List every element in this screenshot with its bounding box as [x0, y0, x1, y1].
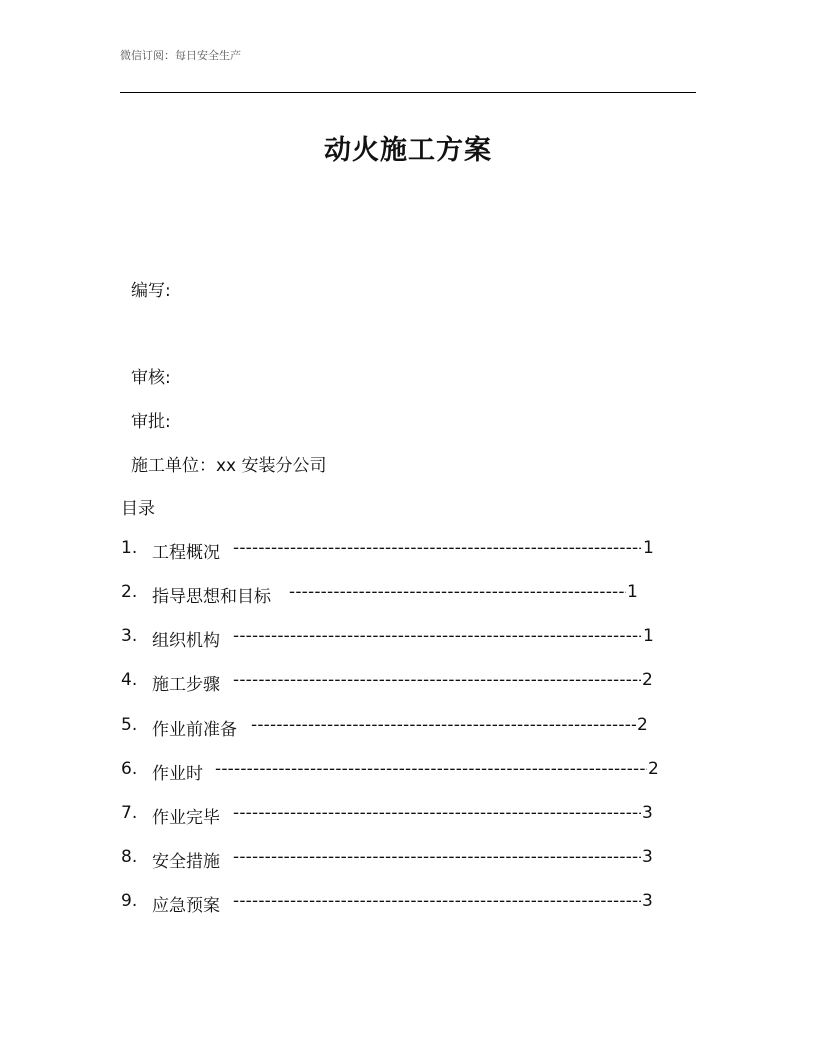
- toc-label: 施工步骤: [152, 675, 220, 695]
- construction-unit-field: 施工单位：xx 安装分公司: [131, 456, 327, 476]
- toc-number: 8.: [121, 847, 138, 867]
- toc-leader: [233, 626, 641, 650]
- toc-page: 1: [643, 538, 654, 558]
- toc-leader: [233, 847, 641, 871]
- toc-label: 组织机构: [152, 631, 220, 651]
- toc-leader: [233, 803, 641, 827]
- toc-page: 1: [643, 626, 654, 646]
- toc-number: 1.: [121, 538, 138, 558]
- toc-label: 指导思想和目标: [152, 587, 271, 607]
- toc-leader: [233, 891, 641, 915]
- page-header-text: 微信订阅：每日安全生产: [120, 49, 241, 62]
- toc-heading: 目录: [121, 499, 155, 519]
- toc-number: 5.: [121, 715, 138, 735]
- toc-label: 工程概况: [152, 543, 220, 563]
- toc-number: 4.: [121, 670, 138, 690]
- toc-page: 3: [642, 803, 653, 823]
- toc-leader: [215, 759, 647, 783]
- toc-label: 作业完毕: [152, 808, 220, 828]
- document-title: 动火施工方案: [324, 135, 492, 166]
- toc-number: 6.: [121, 759, 138, 779]
- approver-field: 审批:: [131, 412, 171, 432]
- author-field: 编写:: [131, 281, 171, 301]
- header-divider: [120, 92, 696, 93]
- toc-leader: [233, 538, 641, 562]
- toc-page: 3: [642, 847, 653, 867]
- toc-number: 7.: [121, 803, 138, 823]
- toc-leader: [233, 670, 641, 694]
- toc-label: 安全措施: [152, 852, 220, 872]
- toc-label: 作业前准备: [152, 720, 237, 740]
- toc-number: 2.: [121, 582, 138, 602]
- toc-page: 3: [642, 891, 653, 911]
- toc-page: 2: [637, 715, 648, 735]
- toc-number: 9.: [121, 891, 138, 911]
- toc-number: 3.: [121, 626, 138, 646]
- toc-label: 作业时: [152, 764, 203, 784]
- toc-page: 2: [642, 670, 653, 690]
- toc-page: 2: [648, 759, 659, 779]
- reviewer-field: 审核:: [131, 368, 171, 388]
- toc-leader: [289, 582, 626, 606]
- toc-leader: [251, 715, 636, 739]
- toc-label: 应急预案: [152, 896, 220, 916]
- toc-page: 1: [627, 582, 638, 602]
